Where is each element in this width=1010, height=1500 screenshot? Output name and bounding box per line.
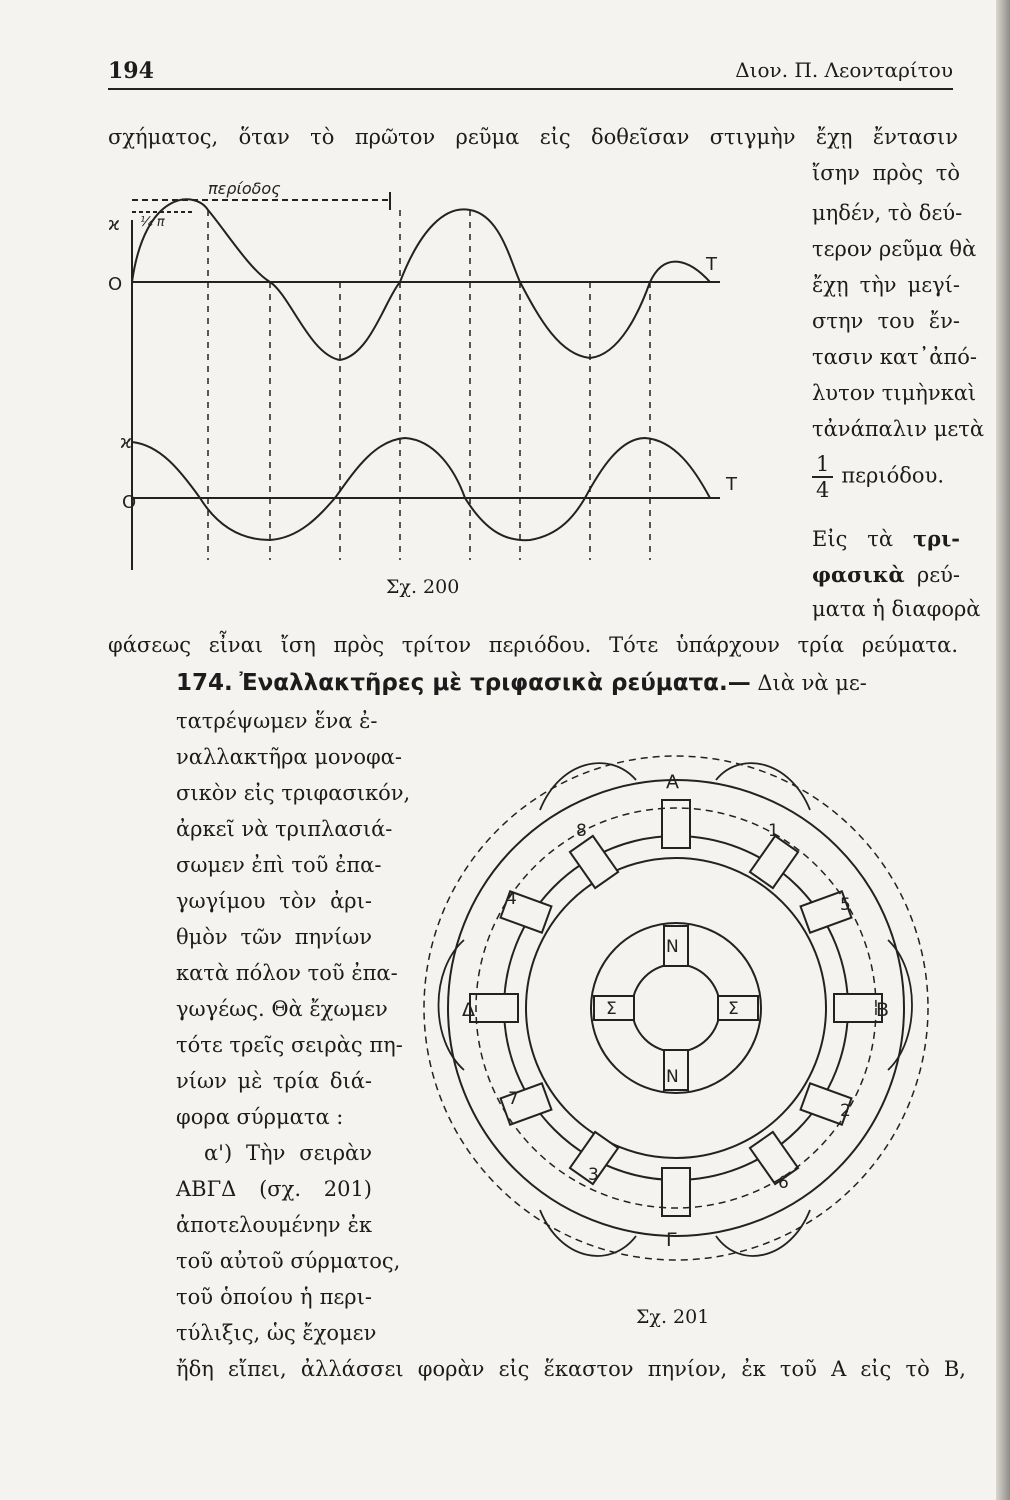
left-line-10: τότε τρεῖς σειρὰς πη-	[176, 1033, 403, 1057]
right-col-bold-2: φασικὰ	[812, 562, 905, 587]
coil-number-3: 3	[588, 1165, 599, 1185]
coil-number-8: 8	[576, 821, 587, 841]
label-quarter: ¼ π	[140, 215, 165, 230]
coil-number-1: 1	[768, 821, 779, 841]
left-line-11: νίων μὲ τρία διά-	[176, 1069, 372, 1093]
pole-label-N-top: Ν	[666, 937, 679, 957]
left-line-3: σικὸν εἰς τριφασικόν,	[176, 781, 411, 805]
figure-200	[100, 170, 820, 600]
winding-5	[540, 1210, 636, 1256]
coil-number-2: 2	[840, 1101, 851, 1121]
dashed-mid	[476, 808, 876, 1208]
page-edge	[996, 0, 1010, 1500]
label-T2: T	[726, 474, 737, 495]
left-line-14: ΑΒΓΔ (σχ. 201)	[176, 1177, 372, 1201]
left-line-13: α') Τὴν σειρὰν	[204, 1141, 372, 1165]
stator-coils	[470, 800, 882, 1216]
section-heading	[176, 670, 958, 696]
wave-2	[132, 438, 710, 540]
wave-1	[132, 199, 710, 360]
left-line-5: σωμεν ἐπὶ τοῦ ἐπα-	[176, 853, 382, 877]
left-line-12: φορα σύρματα :	[176, 1105, 344, 1129]
label-x2: ϰ	[120, 432, 132, 453]
pole-label-S-right: Σ	[728, 999, 739, 1019]
right-col-line-3: τερον ρεῦμα θὰ	[812, 237, 977, 261]
stator-inner-ring	[526, 858, 826, 1158]
label-period: περίοδος	[208, 179, 281, 198]
outer-label-D: Δ	[462, 999, 475, 1021]
winding-6	[716, 1210, 810, 1256]
label-o1: Ο	[108, 274, 123, 295]
outer-label-A: Α	[666, 771, 679, 793]
coil-8	[570, 836, 618, 888]
page-number: 194	[108, 58, 154, 84]
right-col-line-4: ἔχῃ τὴν μεγί-	[812, 273, 960, 297]
left-line-8: κατὰ πόλον τοῦ ἐπα-	[176, 961, 398, 985]
right-col-line-7: λυτον τιμὴνκαὶ	[812, 381, 977, 405]
right-col-line-6: τασιν κατ᾽ἀπό-	[812, 345, 977, 369]
pole-label-N-bottom: Ν	[666, 1067, 679, 1087]
middle-ring	[504, 836, 848, 1180]
pole-label-S-left: Σ	[606, 999, 617, 1019]
left-line-17: τοῦ ὁποίου ἡ περι-	[176, 1285, 372, 1309]
coil-B	[834, 994, 882, 1022]
coil-D	[470, 994, 518, 1022]
section-title: Ἐναλλακτῆρες μὲ τριφασικὰ ρεύματα.—	[239, 670, 751, 696]
body-line-full: φάσεως εἶναι ἴση πρὸς τρίτον περιόδου. Τότε ὑπάρχουν τρία ρεύματα.	[108, 633, 958, 657]
running-head: Διον. Π. Λεονταρίτου	[735, 58, 953, 82]
dashed-verticals	[208, 210, 650, 560]
section-lead: Διὰ νὰ με-	[750, 671, 867, 695]
left-line-4: ἀρκεῖ νὰ τριπλασιά-	[176, 817, 393, 841]
coil-A	[662, 800, 690, 848]
label-o2: Ο	[122, 492, 137, 513]
left-line-1: τατρέψωμεν ἕνα ἐ-	[176, 709, 378, 733]
left-line-16: τοῦ αὐτοῦ σύρματος,	[176, 1249, 401, 1273]
right-col-line-5: στην του ἔν-	[812, 309, 960, 333]
right-col-text-2: ρεύ-	[904, 563, 960, 587]
coil-number-4: 4	[506, 889, 517, 909]
left-line-2: ναλλακτῆρα μονοφα-	[176, 745, 402, 769]
right-col-line-10	[812, 562, 960, 588]
figure-201	[410, 740, 930, 1300]
right-col-line-9	[812, 526, 960, 552]
fraction-tail: περιόδου.	[841, 463, 945, 488]
coil-G	[662, 1168, 690, 1216]
left-line-15: ἀποτελουμένην ἐκ	[176, 1213, 372, 1237]
right-col-text: Εἰς τὰ	[812, 527, 914, 551]
figure-201-caption: Σχ. 201	[636, 1306, 710, 1328]
fraction-numerator: 1	[812, 452, 833, 478]
header-rule	[108, 88, 953, 90]
page-header	[108, 58, 953, 88]
fraction-denominator: 4	[816, 478, 830, 502]
right-col-bold: τρι-	[913, 526, 960, 551]
coil-number-7: 7	[508, 1089, 519, 1109]
coil-number-6: 6	[778, 1173, 789, 1193]
coil-6	[750, 1132, 798, 1184]
figure-200-caption: Σχ. 200	[386, 576, 460, 598]
left-line-6: γωγίμου τὸν ἀρι-	[176, 889, 372, 913]
right-col-line-8: τἀνάπαλιν μετὰ	[812, 417, 985, 441]
left-line-7: θμὸν τῶν πηνίων	[176, 925, 372, 949]
body-line-1: σχήματος, ὅταν τὸ πρῶτον ρεῦμα εἰς δοθεῖσαν στιγμὴν ἔχῃ ἔντασιν	[108, 125, 958, 149]
left-line-18: τύλιξις, ὡς ἔχομεν	[176, 1321, 377, 1345]
outer-label-G: Γ	[666, 1229, 677, 1251]
shaft-ring	[632, 964, 720, 1052]
right-col-line-1: ἴσην πρὸς τὸ	[812, 161, 960, 185]
label-T1: T	[706, 254, 717, 275]
right-col-line-2: μηδέν, τὸ δεύ-	[812, 201, 963, 225]
section-number: 174.	[176, 670, 233, 696]
label-x1: ϰ	[108, 214, 120, 235]
right-col-line-11: ματα ἡ διαφορὰ	[812, 597, 981, 621]
outer-label-B: Β	[876, 999, 890, 1021]
left-line-9: γωγέως. Θὰ ἔχωμεν	[176, 997, 388, 1021]
body-line-last: ἤδη εἴπει, ἀλλάσσει φορὰν εἰς ἕκαστον πηνίον, ἐκ τοῦ Α εἰς τὸ Β,	[176, 1357, 966, 1381]
coil-number-5: 5	[840, 895, 851, 915]
fraction-line	[812, 452, 960, 502]
